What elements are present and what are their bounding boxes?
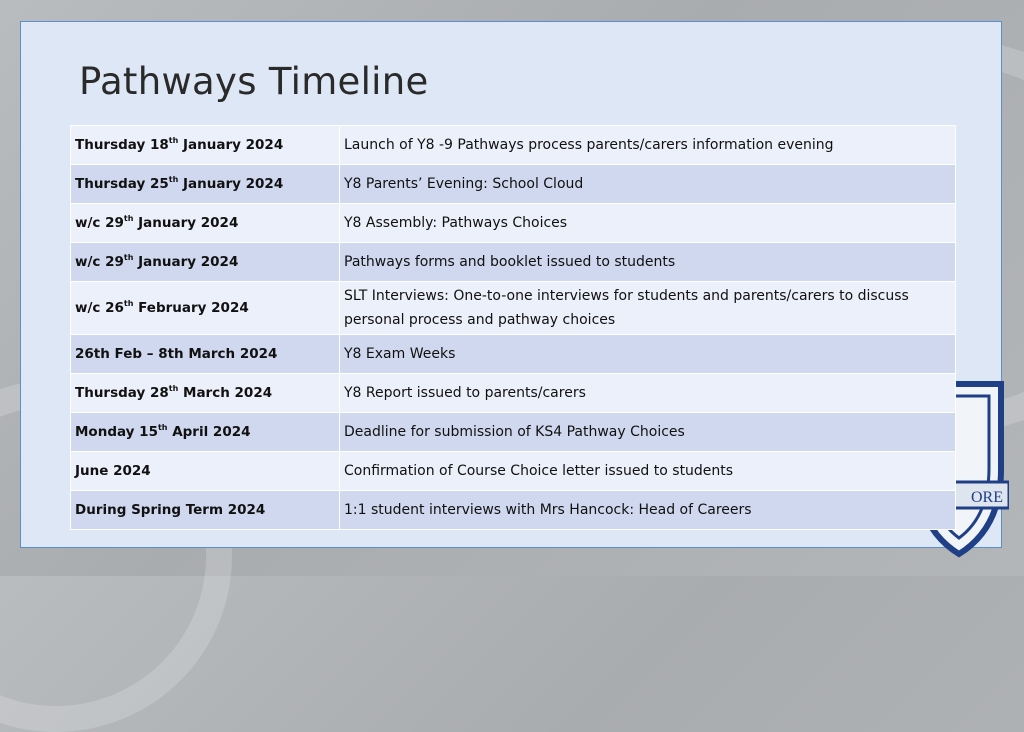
- row-event: Y8 Parents’ Evening: School Cloud: [340, 165, 956, 204]
- row-date: w/c 29th January 2024: [71, 243, 340, 282]
- row-event: Pathways forms and booklet issued to students: [340, 243, 956, 282]
- row-date: w/c 29th January 2024: [71, 204, 340, 243]
- row-date: 26th Feb – 8th March 2024: [71, 335, 340, 374]
- row-event: Confirmation of Course Choice letter issued to students: [340, 452, 956, 491]
- row-date: Thursday 28th March 2024: [71, 374, 340, 413]
- table-row: [71, 165, 956, 204]
- row-event: Launch of Y8 -9 Pathways process parents/carers information evening: [340, 126, 956, 165]
- table-row: [71, 126, 956, 165]
- table-row: [71, 243, 956, 282]
- row-date: Thursday 25th January 2024: [71, 165, 340, 204]
- slide: [20, 21, 1002, 548]
- row-event: Y8 Exam Weeks: [340, 335, 956, 374]
- row-event: Y8 Report issued to parents/carers: [340, 374, 956, 413]
- timeline-table: [70, 125, 956, 530]
- row-date: w/c 26th February 2024: [71, 282, 340, 335]
- row-event: Deadline for submission of KS4 Pathway Choices: [340, 413, 956, 452]
- table-row: [71, 374, 956, 413]
- table-row: [71, 491, 956, 530]
- table-row: [71, 335, 956, 374]
- page-title: Pathways Timeline: [79, 60, 429, 103]
- table-row: [71, 452, 956, 491]
- crest-motto: ORE: [971, 489, 1003, 506]
- row-event: SLT Interviews: One-to-one interviews for students and parents/carers to discuss personal process and pathway choices: [340, 282, 956, 335]
- row-date: June 2024: [71, 452, 340, 491]
- row-date: During Spring Term 2024: [71, 491, 340, 530]
- table-row: [71, 282, 956, 335]
- table-row: [71, 413, 956, 452]
- row-event: Y8 Assembly: Pathways Choices: [340, 204, 956, 243]
- table-row: [71, 204, 956, 243]
- row-date: Monday 15th April 2024: [71, 413, 340, 452]
- row-event: 1:1 student interviews with Mrs Hancock: Head of Careers: [340, 491, 956, 530]
- row-date: Thursday 18th January 2024: [71, 126, 340, 165]
